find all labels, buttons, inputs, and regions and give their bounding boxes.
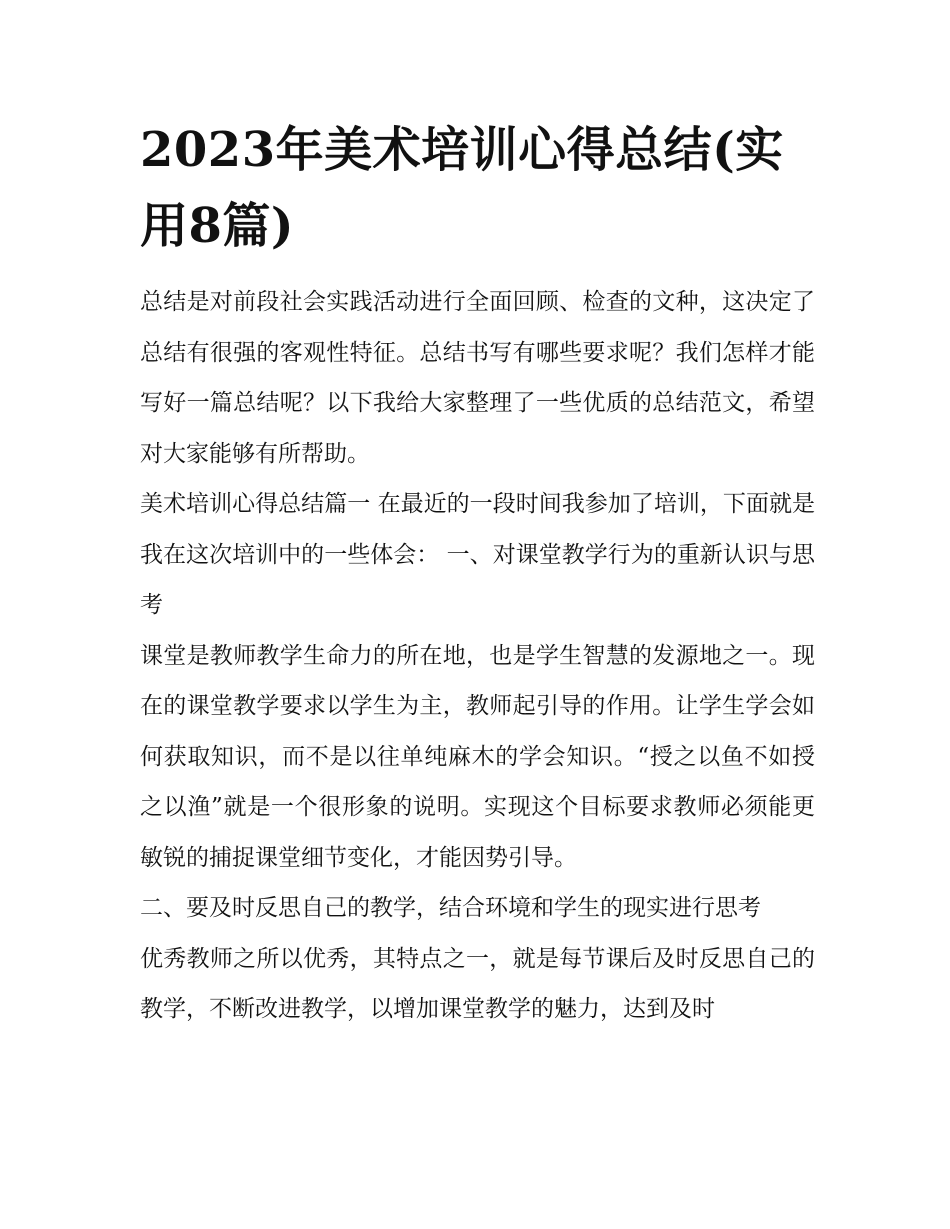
document-body [140,277,815,1035]
paragraph-heading-two: 二、要及时反思自己的教学，结合环境和学生的现实进行思考 [140,895,761,921]
paragraph-section-one: 美术培训心得总结篇一 在最近的一段时间我参加了培训，下面就是我在这次培训中的一些体会： 一、对课堂教学行为的重新认识与思考 [140,491,815,618]
paragraph-classroom: 课堂是教师教学生命力的所在地，也是学生智慧的发源地之一。现在的课堂教学要求以学生为主，教师起引导的作用。让学生学会如何获取知识，而不是以往单纯麻木的学会知识。“授之以鱼不如授之以渔”就是一个很形象的说明。实现这个目标要求教师必须能更敏锐的捕捉课堂细节变化，才能因势引导。 [140,642,815,871]
document-title: 2023年美术培训心得总结(实用8篇) [140,122,784,254]
paragraph-reflection: 优秀教师之所以优秀，其特点之一，就是每节课后及时反思自己的教学，不断改进教学，以增加课堂教学的魅力，达到及时 [140,945,815,1022]
paragraph-intro: 总结是对前段社会实践活动进行全面回顾、检查的文种，这决定了总结有很强的客观性特征。总结书写有哪些要求呢？我们怎样才能写好一篇总结呢？以下我给大家整理了一些优质的总结范文，希望对大家能够有所帮助。 [140,289,815,467]
